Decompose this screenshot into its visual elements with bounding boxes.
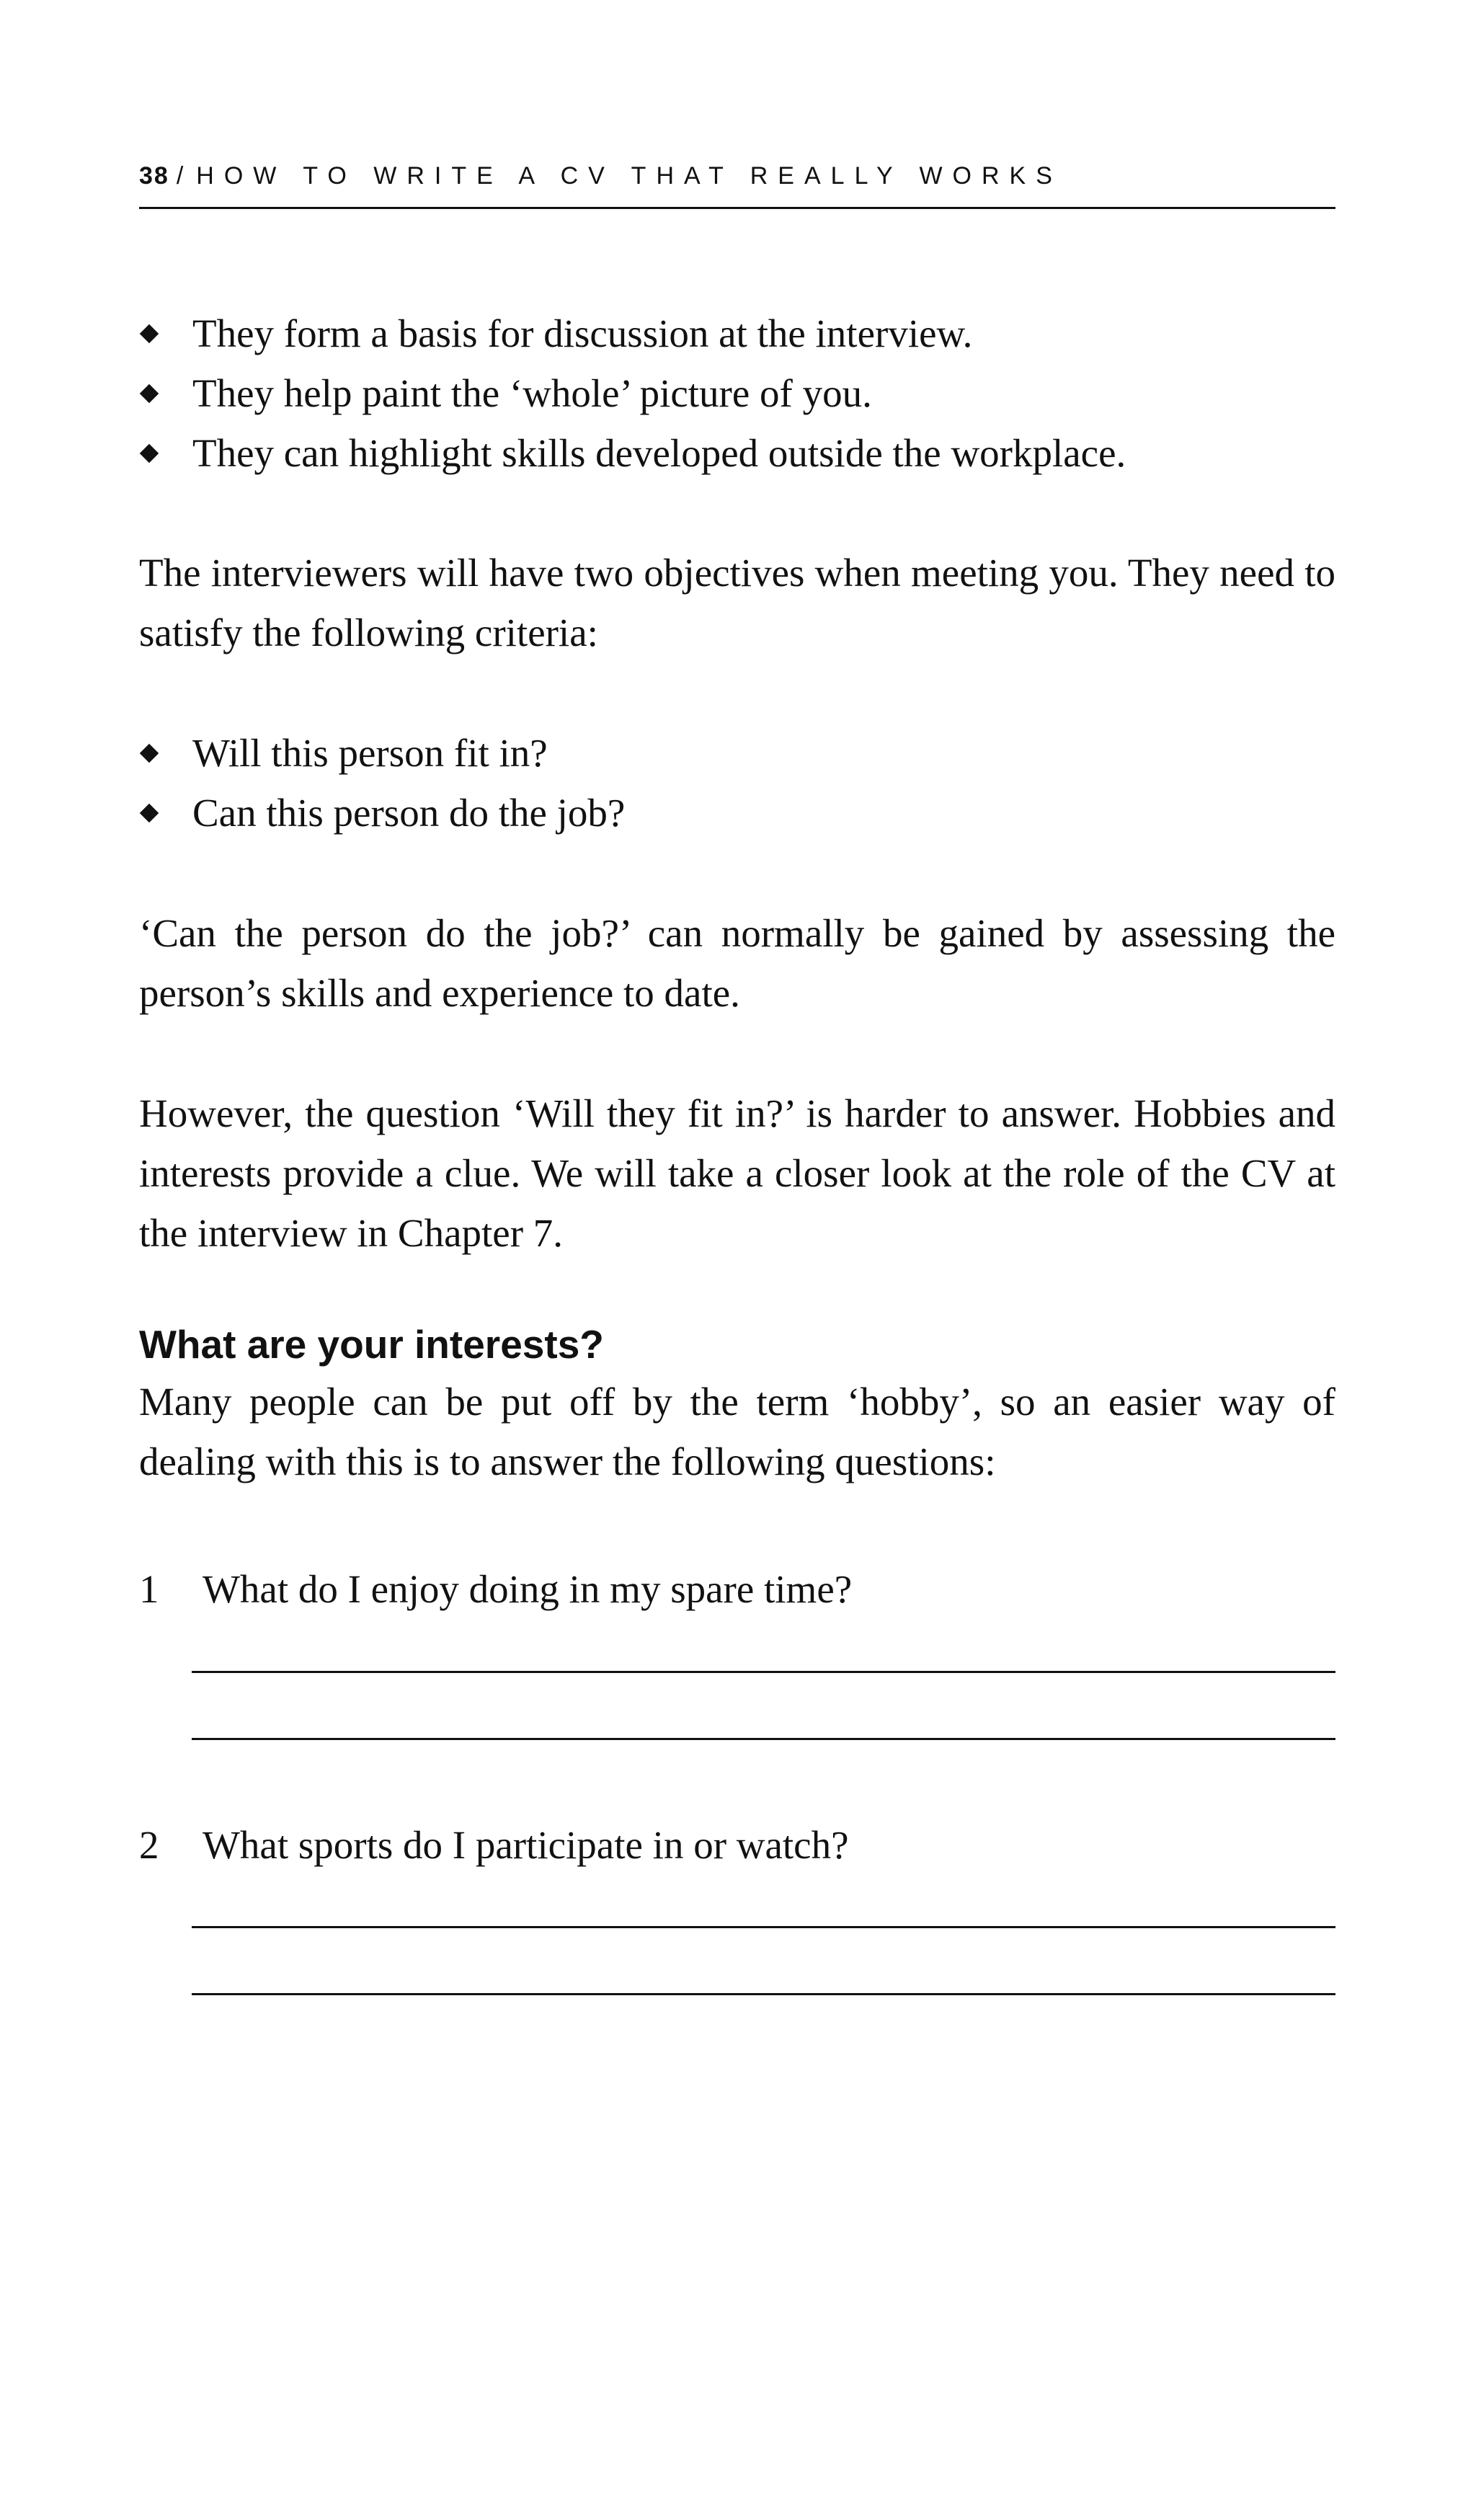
- question-item: [139, 1815, 1335, 1875]
- fit-in-paragraph-block: [139, 1083, 1335, 1263]
- answer-line[interactable]: [192, 1738, 1335, 1740]
- bullet-text: They help paint the ‘whole’ picture of you.: [192, 371, 872, 415]
- answer-line[interactable]: [192, 1671, 1335, 1673]
- question-number: 1: [139, 1567, 159, 1611]
- fit-in-paragraph: However, the question ‘Will they fit in?’ is harder to answer. Hobbies and interests provide a clue. We will take a closer look at the role of the CV at the interview in Chapter 7.: [139, 1091, 1335, 1255]
- list-item: [139, 303, 1335, 363]
- diamond-bullet-icon: [140, 804, 159, 822]
- answer-line[interactable]: [192, 1926, 1335, 1928]
- bullet-text: Can this person do the job?: [192, 791, 626, 835]
- diamond-bullet-icon: [140, 384, 159, 403]
- bullet-text: Will this person fit in?: [192, 731, 548, 775]
- list-item: [139, 423, 1335, 483]
- section-intro-block: [139, 1372, 1335, 1491]
- intro-bullet-list: [139, 303, 1335, 483]
- list-item: [139, 723, 1335, 783]
- book-title: HOW TO WRITE A CV THAT REALLY WORKS: [196, 162, 1062, 190]
- header-rule: [139, 207, 1335, 209]
- can-do-paragraph-block: [139, 903, 1335, 1023]
- diamond-bullet-icon: [140, 324, 159, 343]
- running-header: [139, 160, 1335, 192]
- criteria-bullet-list: [139, 723, 1335, 843]
- can-do-paragraph: ‘Can the person do the job?’ can normally be gained by assessing the person’s skills and experience to date.: [139, 911, 1335, 1015]
- objectives-paragraph-block: [139, 543, 1335, 662]
- bullet-text: They form a basis for discussion at the interview.: [192, 311, 973, 355]
- diamond-bullet-icon: [140, 744, 159, 763]
- question-text: What sports do I participate in or watch?: [203, 1823, 849, 1867]
- question-number: 2: [139, 1823, 159, 1867]
- question-text: What do I enjoy doing in my spare time?: [203, 1567, 853, 1611]
- page-number: 38: [139, 162, 169, 190]
- diamond-bullet-icon: [140, 444, 159, 463]
- list-item: [139, 783, 1335, 843]
- question-item: [139, 1559, 1335, 1619]
- section-intro-paragraph: Many people can be put off by the term ‘hobby’, so an easier way of dealing with this is to answer the following questions:: [139, 1380, 1335, 1483]
- section-heading: What are your interests?: [139, 1322, 604, 1367]
- bullet-text: They can highlight skills developed outside the workplace.: [192, 431, 1126, 475]
- objectives-paragraph: The interviewers will have two objectives when meeting you. They need to satisfy the following criteria:: [139, 551, 1335, 655]
- list-item: [139, 363, 1335, 423]
- header-separator: /: [176, 162, 185, 190]
- answer-line[interactable]: [192, 1993, 1335, 1995]
